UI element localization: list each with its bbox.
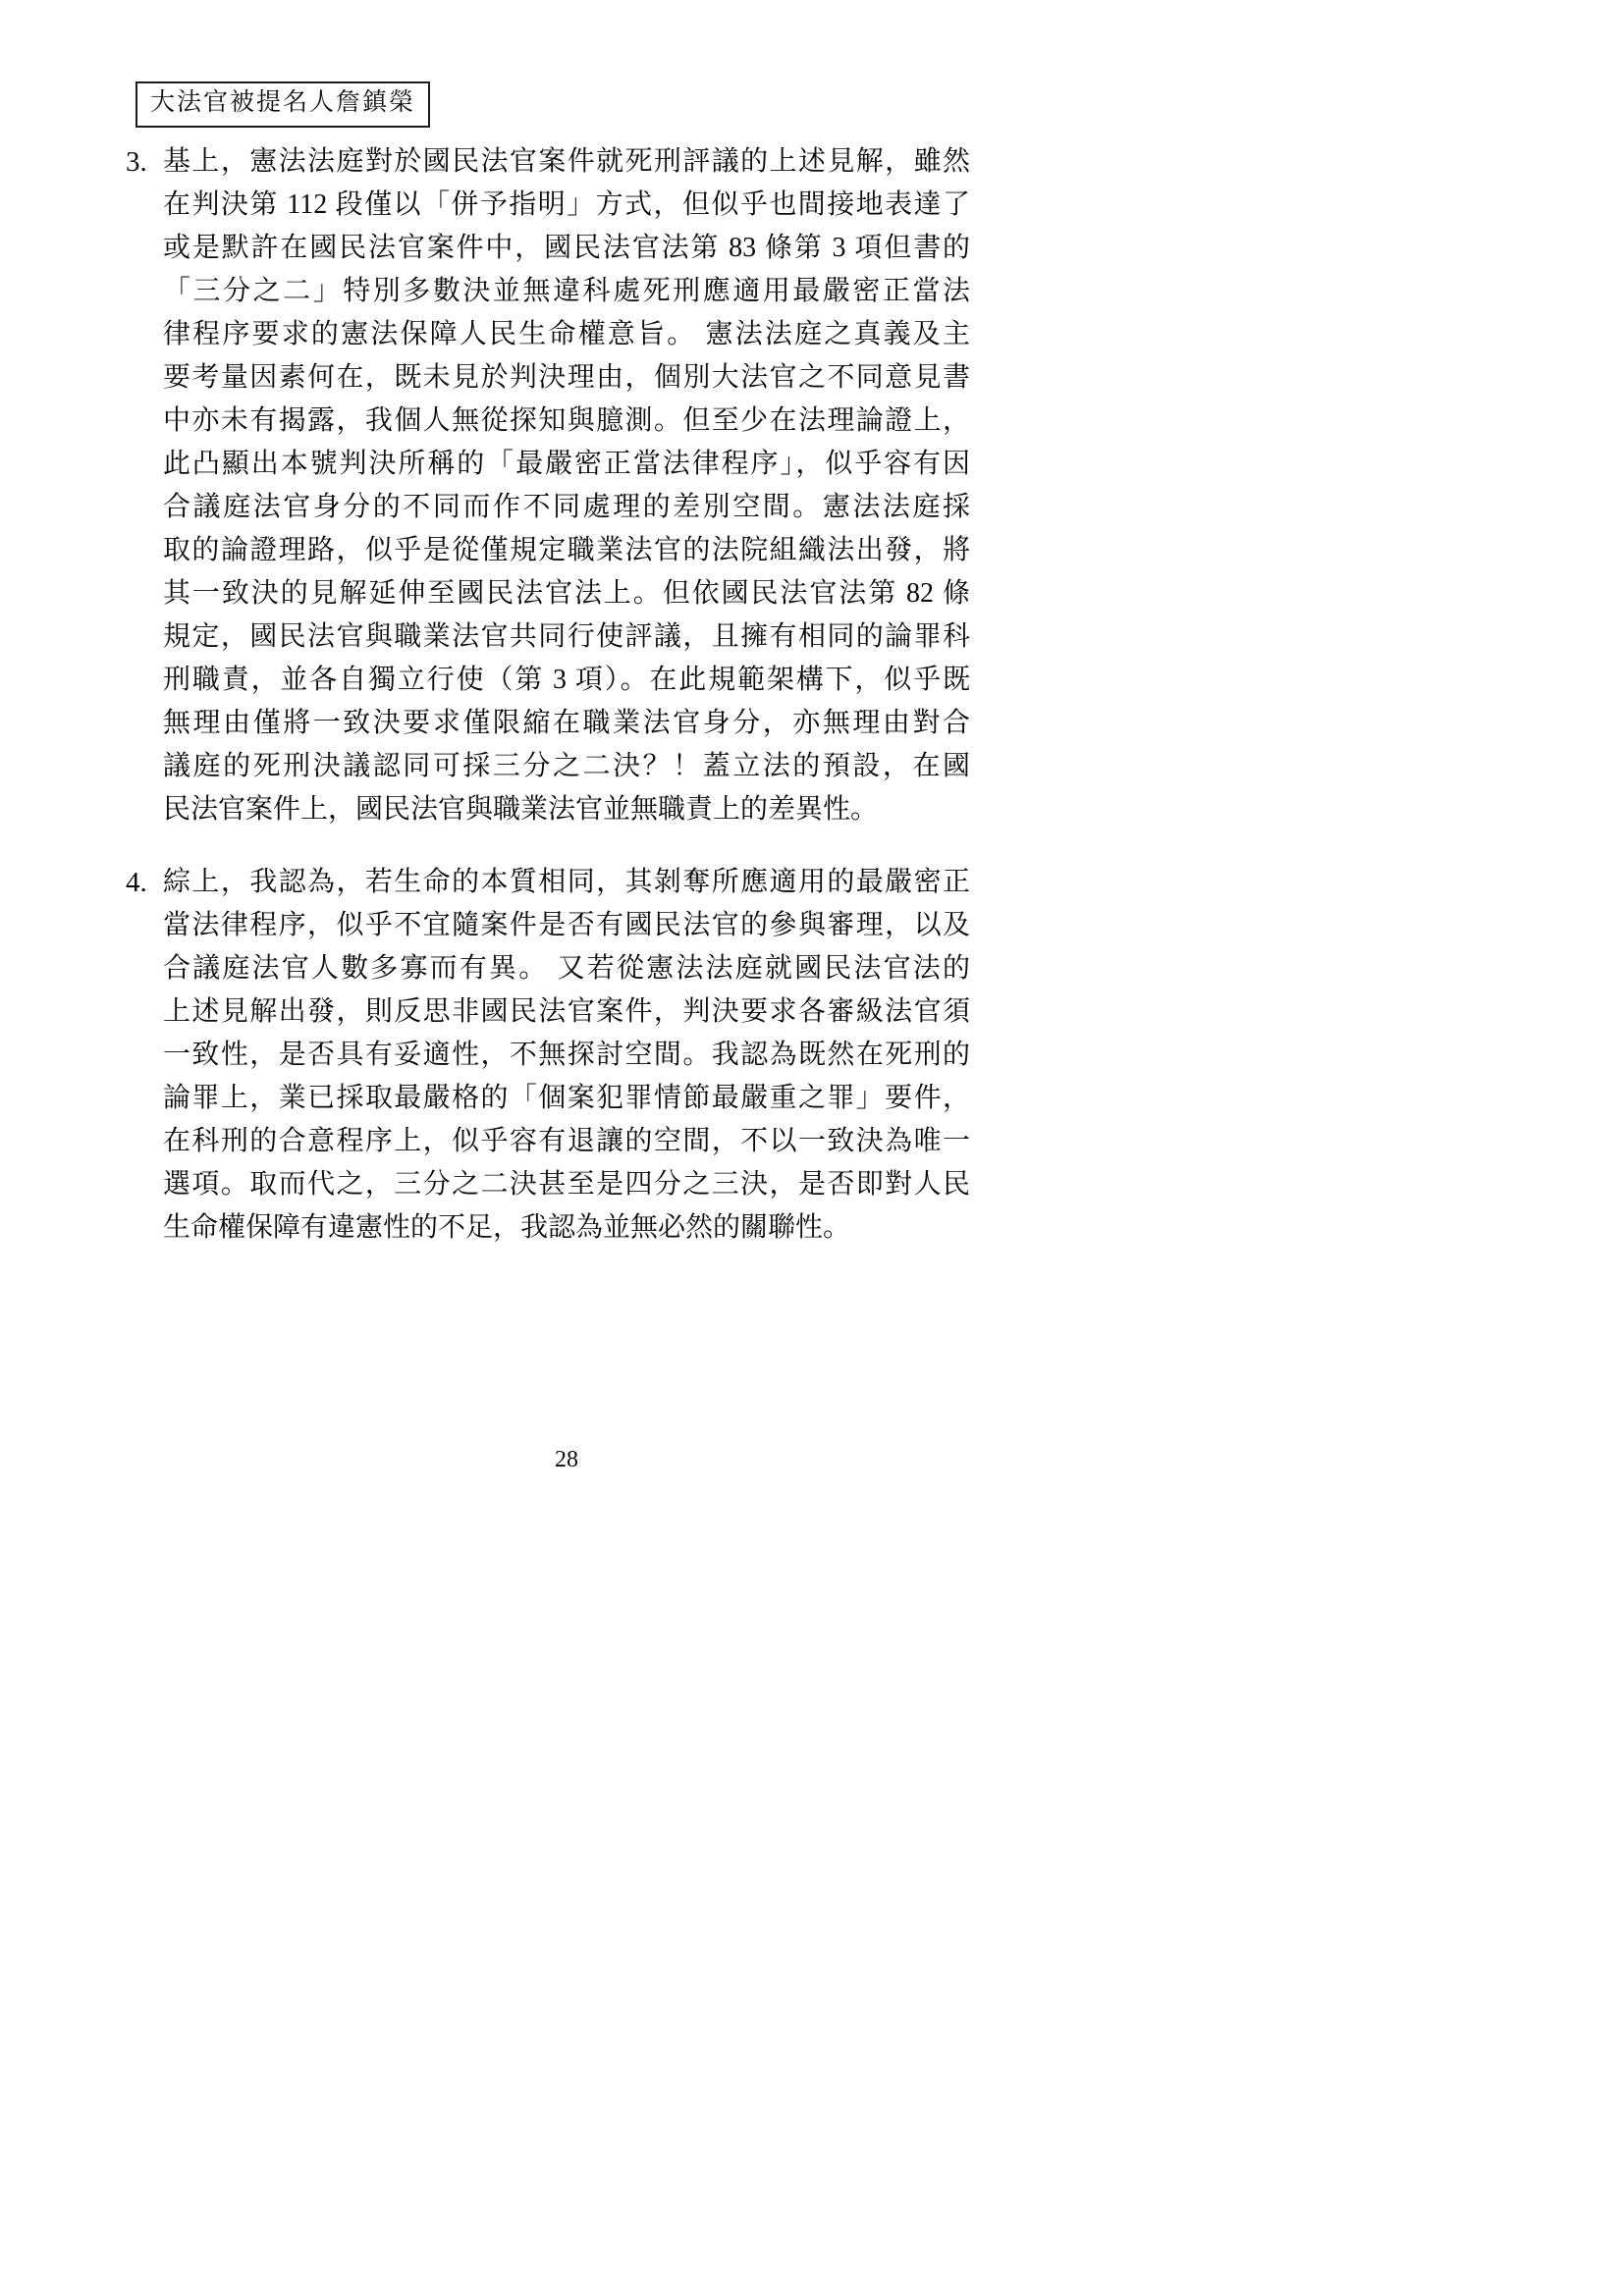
text-line: 合議庭法官人數多寡而有異。 又若從憲法法庭就國民法官法的	[163, 953, 970, 984]
text-line: 在科刑的合意程序上，似乎容有退讓的空間，不以一致決為唯一	[163, 1126, 970, 1156]
document-body	[126, 140, 970, 1250]
text-line: 上述見解出發，則反思非國民法官案件，判決要求各審級法官須	[163, 996, 970, 1027]
text-line: 選項。取而代之，三分之二決甚至是四分之三決，是否即對人民	[163, 1169, 970, 1200]
nominee-label: 大法官被提名人詹鎮榮	[150, 89, 416, 116]
text-line: 一致性，是否具有妥適性，不無探討空間。我認為既然在死刑的	[163, 1040, 970, 1070]
page-number: 28	[555, 1447, 578, 1472]
paragraph-number: 4.	[126, 867, 147, 898]
header-box	[135, 81, 430, 128]
text-line: 要考量因素何在，既未見於判決理由，個別大法官之不同意見書	[163, 362, 970, 393]
text-line: 規定，國民法官與職業法官共同行使評議，且擁有相同的論罪科	[163, 621, 970, 652]
text-line: 或是默許在國民法官案件中，國民法官法第 83 條第 3 項但書的	[163, 233, 970, 263]
text-line: 論罪上，業已採取最嚴格的「個案犯罪情節最嚴重之罪」要件，	[163, 1083, 970, 1113]
text-line: 議庭的死刑決議認同可採三分之二決？！蓋立法的預設，在國	[163, 751, 970, 781]
text-line: 取的論證理路，似乎是從僅規定職業法官的法院組織法出發，將	[163, 535, 970, 565]
paragraph-4	[126, 861, 970, 1250]
text-line: 「三分之二」特別多數決並無違科處死刑應適用最嚴密正當法	[163, 276, 970, 306]
text-line: 綜上，我認為，若生命的本質相同，其剝奪所應適用的最嚴密正	[163, 867, 970, 897]
text-line: 當法律程序，似乎不宜隨案件是否有國民法官的參與審理，以及	[163, 910, 970, 940]
text-line: 民法官案件上，國民法官與職業法官並無職責上的差異性。	[163, 794, 879, 825]
text-line: 中亦未有揭露，我個人無從探知與臆測。但至少在法理論證上，	[163, 405, 970, 436]
text-line: 無理由僅將一致決要求僅限縮在職業法官身分，亦無理由對合	[163, 708, 970, 738]
paragraph-3	[126, 140, 970, 831]
text-line: 合議庭法官身分的不同而作不同處理的差別空間。憲法法庭採	[163, 492, 970, 522]
text-line: 生命權保障有違憲性的不足，我認為並無必然的關聯性。	[163, 1212, 851, 1243]
paragraph-number: 3.	[126, 146, 147, 178]
text-line: 律程序要求的憲法保障人民生命權意旨。 憲法法庭之真義及主	[163, 319, 970, 349]
text-line: 其一致決的見解延伸至國民法官法上。但依國民法官法第 82 條	[163, 578, 970, 609]
text-line: 在判決第 112 段僅以「併予指明」方式，但似乎也間接地表達了	[163, 189, 970, 220]
text-line: 刑職責，並各自獨立行使（第 3 項）。在此規範架構下，似乎既	[163, 665, 970, 695]
text-line: 基上，憲法法庭對於國民法官案件就死刑評議的上述見解，雖然	[163, 146, 970, 177]
text-line: 此凸顯出本號判決所稱的「最嚴密正當法律程序」，似乎容有因	[163, 449, 970, 479]
